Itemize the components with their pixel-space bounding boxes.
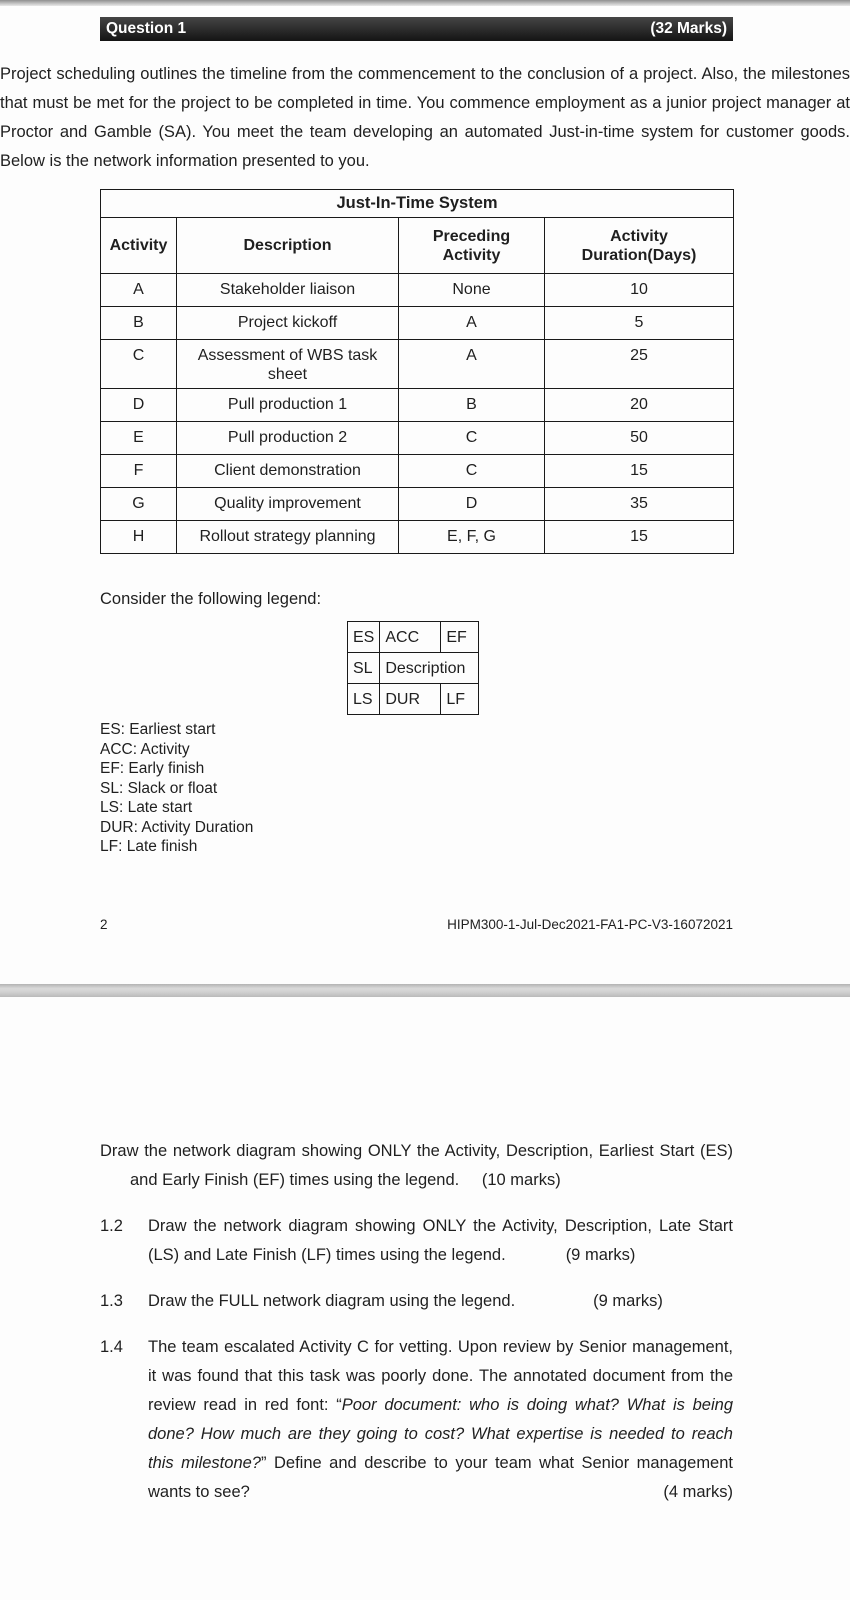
question-1-3: [100, 1287, 733, 1316]
question-text: [148, 1333, 733, 1507]
table-row: [101, 274, 734, 307]
table-header-row: [101, 218, 734, 274]
legend-cell-ef: EF: [441, 622, 479, 653]
table-cell: H: [101, 521, 177, 554]
question-text: Draw the network diagram showing ONLY the Activity, Description, Earliest Start (ES) and Early Finish (EF) times using the legend.: [100, 1141, 733, 1189]
table-cell: E, F, G: [399, 521, 545, 554]
table-row: [101, 455, 734, 488]
column-header-duration-label: Activity Duration(Days): [581, 227, 697, 264]
table-title-row: [101, 190, 734, 218]
legend-definition: LF: Late finish: [100, 838, 198, 855]
table-cell: B: [101, 307, 177, 340]
page-break-divider: [0, 984, 850, 997]
legend-cell-ls: LS: [348, 684, 380, 715]
legend-definition: EF: Early finish: [100, 760, 205, 777]
activity-table-title: Just-In-Time System: [101, 190, 734, 218]
question-text-after: ” Define and describe to your team what Senior management wants to see?: [148, 1453, 733, 1501]
table-cell: C: [399, 455, 545, 488]
table-cell: 5: [545, 307, 734, 340]
legend-cell-description: Description: [380, 653, 479, 684]
table-cell: A: [399, 340, 545, 389]
table-cell: C: [101, 340, 177, 389]
marks-label: (9 marks): [565, 1245, 636, 1264]
question-text-italic: Poor document: who is doing what? What is being done? How much are they going to cost? What expertise is needed to reach this milestone?: [148, 1395, 733, 1472]
table-row: [101, 488, 734, 521]
table-cell: 15: [545, 455, 734, 488]
legend-cell-es: ES: [348, 622, 380, 653]
table-cell: E: [101, 422, 177, 455]
table-cell: D: [101, 389, 177, 422]
question-number: 1.4: [100, 1337, 123, 1356]
table-row: [101, 389, 734, 422]
intro-paragraph: Project scheduling outlines the timeline from the commencement to the conclusion of a project. Also, the milestones that must be met for the project to be completed in time. You commence employment as a junior project manager at Proctor and Gamble (SA). You meet the team developing an automated Just-in-time system for customer goods. Below is the network information presented to you.: [0, 65, 850, 170]
scan-edge-shadow: [0, 0, 850, 6]
column-header-activity: Activity: [101, 218, 177, 274]
table-row: [101, 340, 734, 389]
table-cell: None: [399, 274, 545, 307]
table-row: [101, 422, 734, 455]
question-text-body: Draw the network diagram showing ONLY the Activity, Description, Late Start (LS) and Late Finish (LF) times using the legend.: [148, 1216, 733, 1264]
table-cell: Assessment of WBS task sheet: [177, 340, 399, 389]
legend-definition: SL: Slack or float: [100, 779, 218, 797]
table-cell: 50: [545, 422, 734, 455]
question-1-2: [100, 1212, 733, 1270]
legend-row: [348, 622, 479, 653]
legend-definition: DUR: Activity Duration: [100, 818, 254, 836]
marks-label: (10 marks): [481, 1170, 561, 1189]
column-header-preceding: Preceding Activity: [399, 218, 545, 274]
legend-cell-sl: SL: [348, 653, 380, 684]
table-cell: Rollout strategy planning: [177, 521, 399, 554]
table-cell: Stakeholder liaison: [177, 274, 399, 307]
question-number: 1.2: [100, 1216, 123, 1235]
table-row: [101, 307, 734, 340]
table-cell: 15: [545, 521, 734, 554]
table-cell: F: [101, 455, 177, 488]
question-number: 1.3: [100, 1291, 123, 1310]
legend-definition: LS: Late start: [100, 799, 193, 816]
column-header-duration: [545, 218, 734, 274]
question-1-1: [100, 1137, 733, 1195]
table-cell: B: [399, 389, 545, 422]
legend-row: [348, 653, 479, 684]
table-cell: G: [101, 488, 177, 521]
legend-row: [348, 684, 479, 715]
marks-label: (9 marks): [593, 1291, 663, 1310]
legend-intro: Consider the following legend:: [100, 590, 322, 608]
marks-label: (4 marks): [663, 1482, 733, 1501]
question-text-before: The team escalated Activity C for vetting. Upon review by Senior management, it was found that this task was poorly done. The annotated document from the review read in red font: “: [148, 1337, 733, 1414]
table-row: [101, 521, 734, 554]
legend-key-table: [347, 621, 479, 715]
question-marks: (32 Marks): [650, 20, 727, 37]
question-text: [148, 1212, 733, 1270]
table-cell: C: [399, 422, 545, 455]
table-cell: 20: [545, 389, 734, 422]
table-cell: Project kickoff: [177, 307, 399, 340]
question-header-bar: [100, 17, 733, 41]
question-text-body: Draw the FULL network diagram using the legend.: [148, 1291, 516, 1310]
table-cell: A: [399, 307, 545, 340]
table-cell: A: [101, 274, 177, 307]
table-cell: 25: [545, 340, 734, 389]
question-text: [148, 1287, 733, 1316]
legend-definition: ES: Earliest start: [100, 721, 216, 738]
table-cell: Pull production 1: [177, 389, 399, 422]
document-code: HIPM300-1-Jul-Dec2021-FA1-PC-V3-16072021: [447, 916, 733, 932]
question-1-4: [100, 1333, 733, 1507]
legend-definitions: [100, 720, 733, 857]
legend-definition: ACC: Activity: [100, 740, 190, 758]
legend-cell-lf: LF: [441, 684, 479, 715]
table-cell: Quality improvement: [177, 488, 399, 521]
page-number: 2: [100, 916, 108, 932]
column-header-description: Description: [177, 218, 399, 274]
activity-table: [100, 189, 734, 554]
table-cell: D: [399, 488, 545, 521]
table-cell: 10: [545, 274, 734, 307]
question-title: Question 1: [106, 20, 187, 37]
table-cell: 35: [545, 488, 734, 521]
legend-cell-dur: DUR: [380, 684, 441, 715]
page-footer: [100, 917, 733, 932]
table-cell: Client demonstration: [177, 455, 399, 488]
table-cell: Pull production 2: [177, 422, 399, 455]
legend-cell-acc: ACC: [380, 622, 441, 653]
